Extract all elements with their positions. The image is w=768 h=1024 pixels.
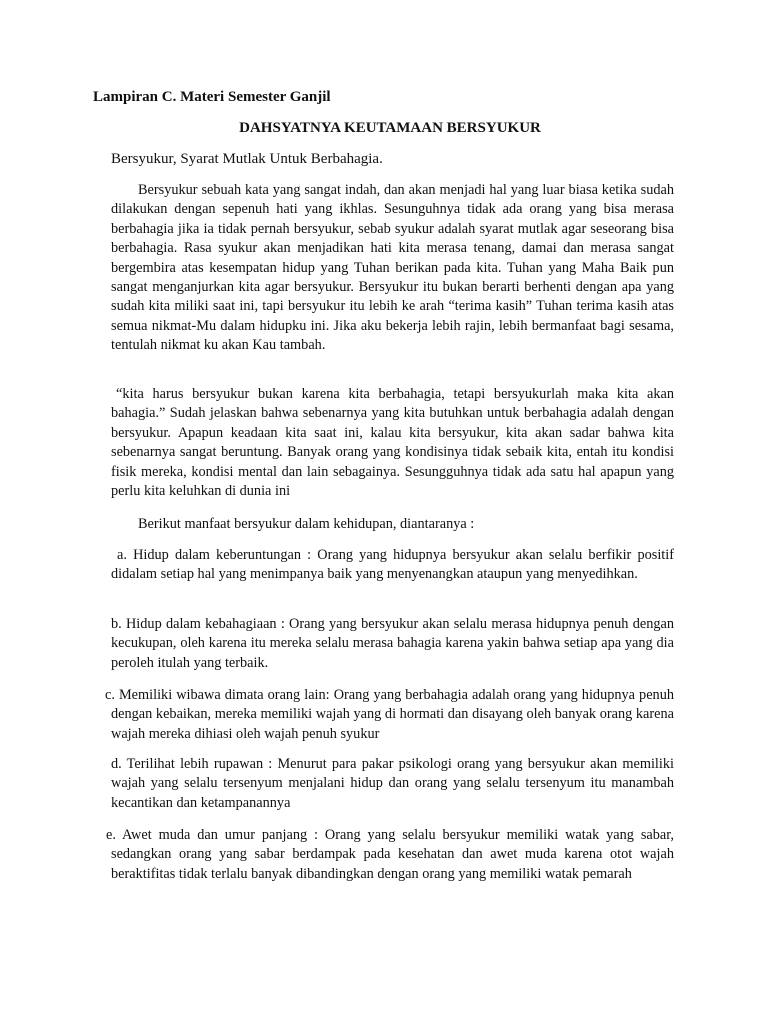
paragraph-quote: “kita harus bersyukur bukan karena kita berbahagia, tetapi bersyukurlah maka kita akan bahagia.” Sudah jelaskan bahwa sebenarnya yang kita butuhkan untuk berbahagia adalah dengan bersyukur. Apapun keadaan kita saat ini, kalau kita bersyukur, kita akan sadar bahwa kita sebenarnya sangat beruntung. Banyak orang yang kondisinya tidak sebaik kita, entah itu kondisi fisik mereka, kondisi mental dan lain sebagainya. Sesungguhnya tidak ada satu hal apapun yang perlu kita keluhkan di dunia ini (111, 386, 674, 500)
paragraph-intro: Bersyukur sebuah kata yang sangat indah, dan akan menjadi hal yang luar biasa ketika sudah dilakukan dengan sepenuh hati yang ikhlas. Sesunguhnya tidak ada orang yang bisa merasa berbahagia jika ia tidak pernah bersyukur, sebab syukur adalah syarat mutlak agar seseorang bisa berbahagia. Rasa syukur akan menjadikan hati kita merasa tenang, damai dan merasa sangat bergembira atas kesempatan hidup yang Tuhan berikan pada kita. Tuhan yang Maha Baik pun sangat menganjurkan kita agar bersyukur. Bersyukur itu bukan berarti berhenti dengan apa yang sudah kita miliki saat ini, tapi bersyukur itu lebih ke arah “terima kasih” Tuhan terima kasih atas semua nikmat-Mu dalam hidupku ini. Jika aku bekerja lebih rajin, lebih bermanfaat bagi sesama, tentulah nikmat ku akan Kau tambah. (111, 182, 674, 354)
appendix-title: Lampiran C. Materi Semester Ganjil (93, 89, 331, 105)
document-subtitle: Bersyukur, Syarat Mutlak Untuk Berbahagia. (111, 151, 383, 167)
benefit-item-b: b. Hidup dalam kebahagiaan : Orang yang bersyukur akan selalu merasa hidupnya penuh dengan kecukupan, oleh karena itu mereka selalu merasa bahagia karena yakin bahwa setiap apa yang dia peroleh itulah yang terbaik. (111, 616, 674, 671)
benefit-item-d: d. Terilihat lebih rupawan : Menurut para pakar psikologi orang yang bersyukur akan memiliki wajah yang selalu tersenyum menjalani hidup dan orang yang selalu tersenyum itu manambah kecantikan dan ketampanannya (111, 756, 674, 811)
benefit-item-a: a. Hidup dalam keberuntungan : Orang yang hidupnya bersyukur akan selalu berfikir positif didalam setiap hal yang menimpanya baik yang menyenangkan ataupun yang menyedihkan. (111, 547, 674, 583)
benefit-item-c: c. Memiliki wibawa dimata orang lain: Orang yang berbahagia adalah orang yang hidupnya penuh dengan kebaikan, mereka memiliki wajah yang di hormati dan disayang oleh banyak orang karena wajah mereka dihiasi oleh wajah penuh syukur (105, 687, 674, 742)
benefit-item-e: e. Awet muda dan umur panjang : Orang yang selalu bersyukur memiliki watak yang sabar, sedangkan orang yang sabar berdampak pada kesehatan dan awet muda karena otot wajah beraktifitas tidak terlalu banyak dibandingkan dengan orang yang memiliki watak pemarah (106, 827, 674, 882)
paragraph-benefits-intro: Berikut manfaat bersyukur dalam kehidupan, diantaranya : (138, 516, 475, 532)
document-title: DAHSYATNYA KEUTAMAAN BERSYUKUR (239, 120, 541, 136)
